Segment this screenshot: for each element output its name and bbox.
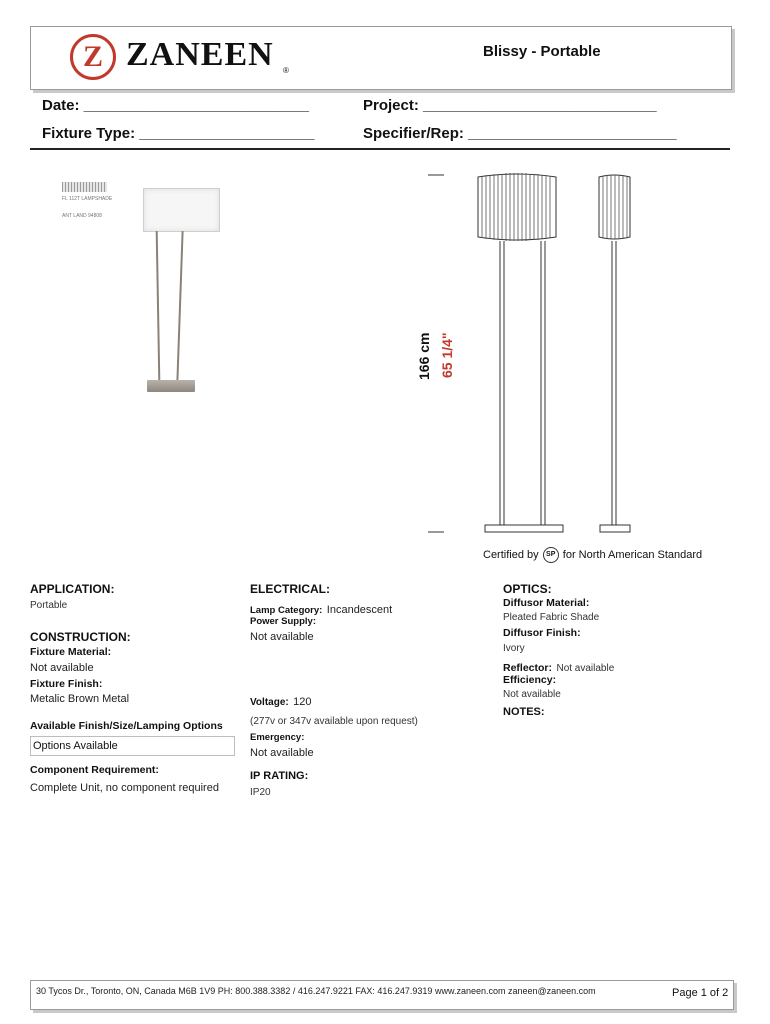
- fixture-finish-value: Metalic Brown Metal: [30, 693, 130, 705]
- lamp-category-label: Lamp Category:: [250, 605, 323, 616]
- height-inch-label: 65 1/4": [439, 332, 455, 378]
- photo-lampshade: [143, 188, 220, 232]
- page-number: Page 1 of 2: [672, 987, 729, 999]
- fixture-type-field[interactable]: Fixture Type: _____________________: [42, 125, 315, 142]
- height-cm-label: 166 cm: [416, 332, 432, 380]
- efficiency-value: Not available: [503, 689, 561, 700]
- logo-z-icon: Z: [70, 34, 116, 80]
- project-field[interactable]: Project: ____________________________: [363, 97, 657, 114]
- ip-rating-label: IP RATING:: [250, 770, 309, 782]
- specifier-rep-field[interactable]: Specifier/Rep: _________________________: [363, 125, 677, 142]
- optics-title: OPTICS:: [503, 582, 552, 596]
- power-supply-label: Power Supply:: [250, 616, 316, 627]
- voltage-note: (277v or 347v available upon request): [250, 716, 418, 727]
- swatch-caption: FL 112T LAMPSHADE: [62, 196, 113, 202]
- options-box: Options Available: [30, 736, 235, 756]
- footer-address: 30 Tycos Dr., Toronto, ON, Canada M6B 1V9 PH: 800.388.3382 / 416.247.9221 FAX: 416.247.9319 www.zaneen.com zaneen@zaneen.com: [36, 986, 596, 996]
- diffusor-finish-value: Ivory: [503, 643, 525, 654]
- diffusor-material-value: Pleated Fabric Shade: [503, 612, 600, 623]
- logo-wordmark: ZANEEN: [126, 36, 274, 73]
- voltage-label: Voltage:: [250, 697, 289, 708]
- voltage-row: [250, 692, 312, 710]
- swatch-caption-2: ANT LAND 94808: [62, 213, 102, 219]
- fixture-material-value: Not available: [30, 662, 94, 674]
- component-requirement-label: Component Requirement:: [30, 764, 159, 776]
- fixture-finish-label: Fixture Finish:: [30, 678, 103, 690]
- fixture-material-label: Fixture Material:: [30, 646, 112, 658]
- notes-label: NOTES:: [503, 706, 545, 718]
- diffusor-material-label: Diffusor Material:: [503, 597, 590, 609]
- emergency-label: Emergency:: [250, 732, 305, 743]
- photo-base: [147, 380, 195, 392]
- product-title: Blissy - Portable: [483, 43, 601, 60]
- technical-drawing: [420, 165, 740, 540]
- side-view-base: [600, 525, 630, 532]
- construction-title: CONSTRUCTION:: [30, 630, 131, 644]
- lamp-category-value: Incandescent: [326, 604, 393, 616]
- date-field[interactable]: Date: ___________________________: [42, 97, 309, 114]
- product-photo: [140, 185, 225, 395]
- logo-registered-mark: ®: [283, 66, 289, 75]
- component-requirement-value: Complete Unit, no component required: [30, 782, 219, 794]
- front-view-base: [485, 525, 563, 532]
- options-label: Available Finish/Size/Lamping Options: [30, 720, 223, 732]
- application-title: APPLICATION:: [30, 582, 115, 596]
- csa-cert-icon: SP: [543, 547, 559, 563]
- diffusor-finish-label: Diffusor Finish:: [503, 627, 581, 639]
- front-view-stems: [500, 241, 545, 525]
- efficiency-label: Efficiency:: [503, 674, 557, 686]
- header-divider: [30, 148, 730, 150]
- power-supply-value: Not available: [250, 631, 314, 643]
- reflector-value: Not available: [556, 663, 615, 674]
- zaneen-logo: [70, 34, 310, 84]
- emergency-value: Not available: [250, 747, 314, 759]
- side-view-shade: [599, 175, 630, 239]
- ip-rating-value: IP20: [250, 787, 271, 798]
- photo-stem-right: [176, 231, 183, 381]
- voltage-value: 120: [293, 696, 312, 708]
- side-view-stems: [612, 241, 616, 525]
- reflector-label: Reflector:: [503, 662, 553, 674]
- certification-line: [483, 547, 702, 563]
- electrical-title: ELECTRICAL:: [250, 582, 330, 596]
- certified-by-text: Certified by: [483, 548, 539, 561]
- certification-standard-text: for North American Standard: [562, 548, 703, 561]
- application-value: Portable: [30, 600, 68, 611]
- front-view-shade: [478, 173, 556, 241]
- finish-swatch: [62, 182, 107, 192]
- photo-stem-left: [156, 231, 161, 381]
